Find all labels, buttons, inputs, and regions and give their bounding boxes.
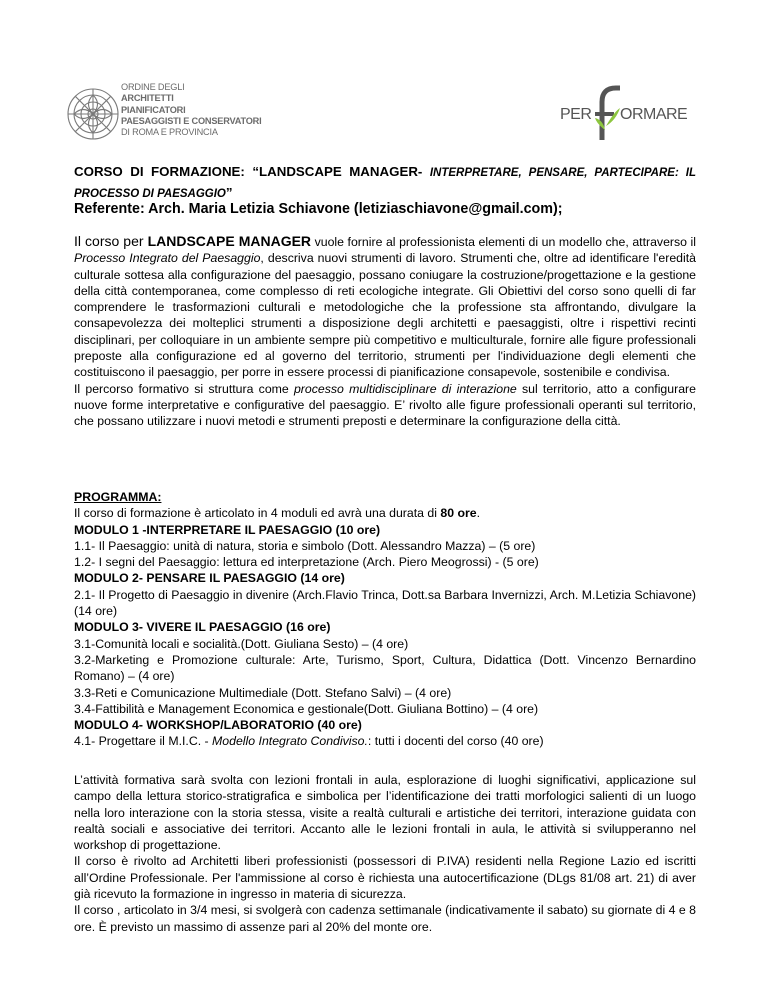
- closing-paragraph-1: L’attività formativa sarà svolta con lezioni frontali in aula, esplorazione di luoghi significativi, applicazione sul campo della lettura storico-stratigrafica e simbolica per l’identificazione dei tratti morfologici salienti di un luogo nella loro interazione con la storia stessa, visite a realtà culturali e artistiche dei territori, interazione guidata con realtà sociali e associative dei territori. Accanto alle le lezioni frontali in aula, le attività si svilupperanno nel workshop di progettazione.: [74, 773, 696, 853]
- module-3-item-4: 3.4-Fattibilità e Management Economica e gestionale(Dott. Giuliana Bottino) – (4 ore): [74, 701, 539, 716]
- closing-paragraph-3: Il corso , articolato in 3/4 mesi, si svolgerà con cadenza settimanale (indicativamente il sabato) su giornate di 4 e 8 ore. È previsto un massimo di assenze pari al 20% del monte ore.: [74, 903, 696, 934]
- module-2-item-1: 2.1- Il Progetto di Paesaggio in divenire (Arch.Flavio Trinca, Dott.sa Barbara Invernizzi, Arch. M.Letizia Schiavone) (14 ore): [74, 587, 696, 619]
- closing-paragraph-2: Il corso è rivolto ad Architetti liberi professionisti (possessori di P.IVA) residenti nella Regione Lazio ed iscritti all’Ordine Professionale. Per l'ammissione al corso è richiesta una autocertificazione (DLgs 81/08 art. 21) di aver già ricevuto la formazione in ingresso in materia di sicurezza.: [74, 854, 696, 902]
- performare-f-icon: [592, 84, 622, 142]
- module-3-title: MODULO 3- VIVERE IL PAESAGGIO (16 ore): [74, 620, 331, 635]
- module-3-item-1: 3.1-Comunità locali e socialità.(Dott. Giuliana Sesto) – (4 ore): [74, 636, 409, 651]
- logo-line-2: ARCHITETTI: [121, 93, 174, 104]
- rosette-emblem-icon: [66, 78, 120, 150]
- programma-section: [74, 489, 696, 750]
- performare-logo-part1: PER: [560, 106, 592, 123]
- course-title-suffix: ”: [225, 185, 233, 200]
- performare-logo-part2: ORMARE: [620, 106, 688, 123]
- closing-section: [74, 772, 696, 935]
- performare-logo: [560, 84, 686, 142]
- course-title: [74, 162, 696, 204]
- module-1-item-1: 1.1- Il Paesaggio: unità di natura, storia e simbolo (Dott. Alessandro Mazza) – (5 ore): [74, 538, 536, 553]
- intro-paragraph-2: Il percorso formativo si struttura come processo multidisciplinare di interazione sul territorio, atto a configurare nuove forme interpretative e configurative del paesaggio. E’ rivolto alle figure professionali operanti sul territorio, che possano utilizzare i nuovi metodi e strumenti preposti e determinare la configurazione della città.: [74, 381, 696, 429]
- module-3-item-3: 3.3-Reti e Comunicazione Multimediale (Dott. Stefano Salvi) – (4 ore): [74, 685, 452, 700]
- intro-section: [74, 233, 696, 430]
- programma-title: PROGRAMMA:: [74, 490, 162, 504]
- intro-paragraph-1: Il corso per LANDSCAPE MANAGER vuole fornire al professionista elementi di un modello che, attraverso il Processo Integrato del Paesaggio, descriva nuovi strumenti di lavoro. Strumenti che, oltre ad identificare l'eredità culturale sottesa alla configurazione del paesaggio, possano coniugare la costruzione/progettazione e la gestione della città contemporanea, come complesso di reti ecologiche integrate. Gli Obiettivi del corso sono quelli di far comprendere le trasformazioni culturali e metodologiche che la professione sta affrontando, divulgare la consapevolezza dei molteplici strumenti a disposizione degli architetti e paesaggisti, oltre i rispettivi recinti disciplinari, per colloquiare in un ambiente sempre più competitivo e multiculturale, fornire alle figure professionali preposte alla configurazione ed al governo del territorio, strumenti per l'individuazione degli elementi che costituiscono il paesaggio, per porre in essere processi di pianificazione consapevole, sostenibile e condivisa.: [74, 233, 697, 380]
- programma-intro: Il corso di formazione è articolato in 4 moduli ed avrà una durata di 80 ore.: [74, 506, 481, 521]
- logo-line-1: ORDINE DEGLI: [121, 82, 185, 92]
- module-1-item-2: 1.2- I segni del Paesaggio: lettura ed interpretazione (Arch. Piero Meogrossi) - (5 ore): [74, 555, 539, 570]
- logo-line-5: DI ROMA E PROVINCIA: [121, 127, 218, 138]
- course-title-prefix: CORSO DI FORMAZIONE: “LANDSCAPE MANAGER-: [74, 164, 430, 179]
- ordine-architetti-logo: [66, 78, 266, 150]
- logo-line-4: PAESAGGISTI E CONSERVATORI: [121, 115, 262, 126]
- module-2-title: MODULO 2- PENSARE IL PAESAGGIO (14 ore): [74, 571, 345, 586]
- module-1-title: MODULO 1 -INTERPRETARE IL PAESAGGIO (10 ore): [74, 522, 381, 537]
- module-4-title: MODULO 4- WORKSHOP/LABORATORIO (40 ore): [74, 718, 362, 733]
- referente-line: Referente: Arch. Maria Letizia Schiavone (letiziaschiavone@gmail.com);: [74, 201, 563, 217]
- module-4-item-1: 4.1- Progettare il M.I.C. - Modello Integrato Condiviso.: tutti i docenti del corso (40 ore): [74, 734, 544, 749]
- course-title-italic: INTERPRETARE, PENSARE, PARTECIPARE: IL PROCESSO DI PAESAGGIO: [74, 167, 696, 200]
- module-3-item-2: 3.2-Marketing e Promozione culturale: Arte, Turismo, Sport, Cultura, Didattica (Dott. Vincenzo Bernardino Romano) – (4 ore): [74, 652, 696, 684]
- logo-line-3: PIANIFICATORI: [121, 104, 186, 115]
